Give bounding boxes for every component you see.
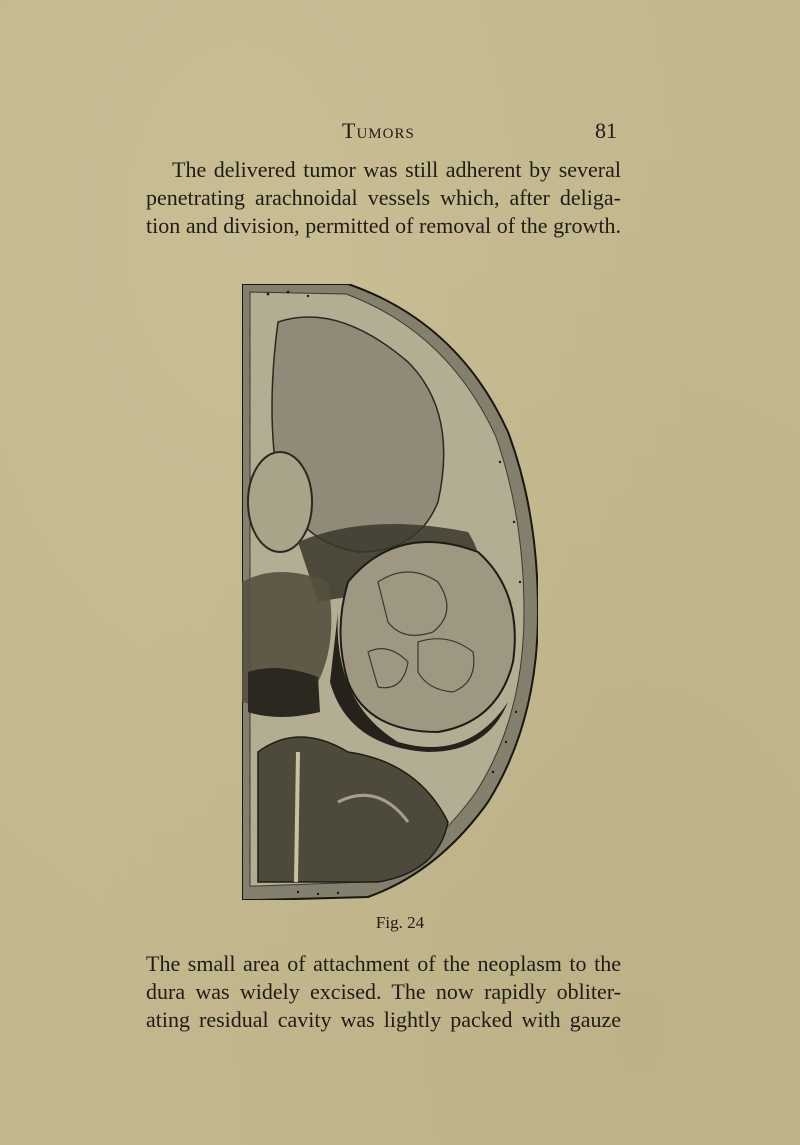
paragraph-2 bbox=[146, 950, 621, 1034]
paragraph-1 bbox=[146, 156, 621, 240]
figure-illustration bbox=[238, 282, 548, 907]
paragraph-line: The small area of attachment of the neoplasm to the bbox=[146, 951, 621, 976]
running-head bbox=[0, 118, 800, 148]
paragraph-line: dura was widely excised. The now rapidly obliter- bbox=[146, 979, 621, 1004]
brain-section-illustration bbox=[238, 282, 548, 907]
paragraph-line: ating residual cavity was lightly packed with gauze bbox=[146, 1007, 621, 1032]
figure-caption: Fig. 24 bbox=[375, 913, 425, 932]
paragraph-line: The delivered tumor was still adherent by several bbox=[172, 157, 621, 182]
paragraph-line: penetrating arachnoidal vessels which, after deliga- bbox=[146, 185, 621, 210]
paragraph-line: tion and division, permitted of removal of the growth. bbox=[146, 213, 621, 238]
running-title: Tumors bbox=[342, 118, 415, 143]
page-number: 81 bbox=[595, 118, 617, 143]
